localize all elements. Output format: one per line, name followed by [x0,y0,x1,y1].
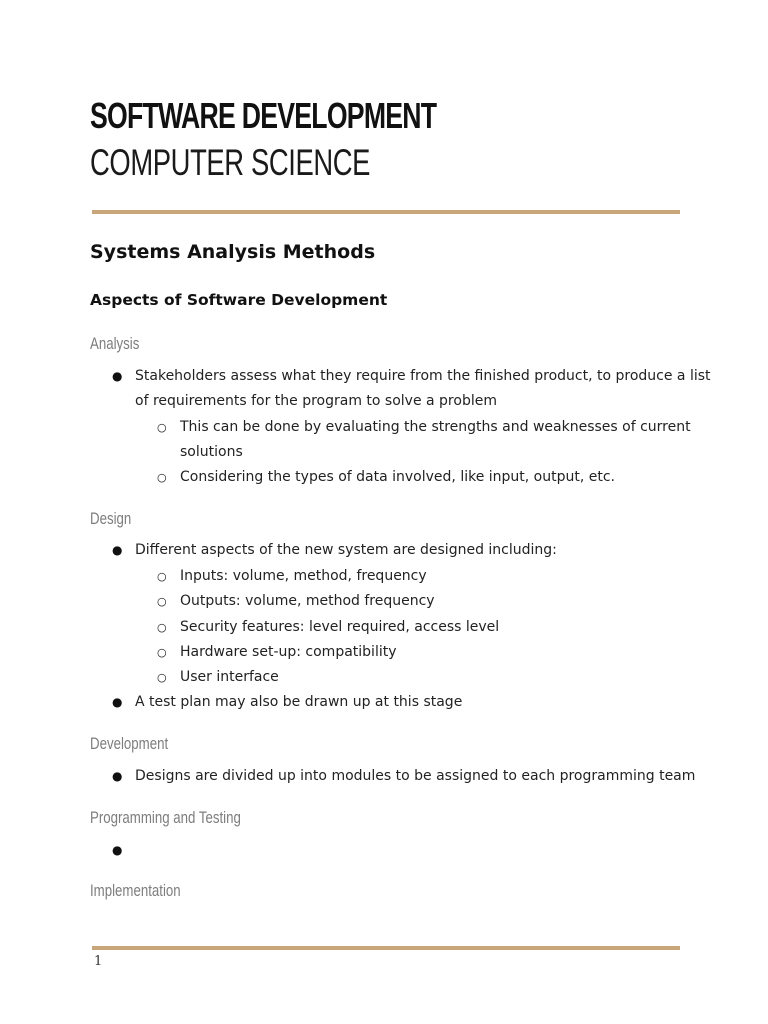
hollow-bullet-icon: ○ [157,471,167,484]
bullet-icon: ● [112,369,123,383]
analysis-bullet-1-line-1: Stakeholders assess what they require from the finished product, to produce a list [135,368,711,384]
analysis-bullet-1-line-2: of requirements for the program to solve a problem [135,393,497,409]
hollow-bullet-icon: ○ [157,646,167,659]
development-heading: Development [90,734,169,753]
design-sub-item: Outputs: volume, method frequency [180,593,435,609]
design-heading: Design [90,509,132,528]
hollow-bullet-icon: ○ [157,621,167,634]
analysis-heading: Analysis [90,334,140,353]
analysis-sub-1-line-1: This can be done by evaluating the strengths and weaknesses of current [180,419,691,435]
bullet-icon: ● [112,769,123,783]
design-sub-item: Hardware set-up: compatibility [180,644,397,660]
page-number: 1 [94,954,103,969]
design-bullet-1: Different aspects of the new system are designed including: [135,542,557,558]
development-bullet-1: Designs are divided up into modules to be assigned to each programming team [135,768,696,784]
hollow-bullet-icon: ○ [157,570,167,583]
design-sub-item: Inputs: volume, method, frequency [180,568,427,584]
hollow-bullet-icon: ○ [157,421,167,434]
design-sub-item: Security features: level required, access level [180,619,500,635]
analysis-sub-2: Considering the types of data involved, like input, output, etc. [180,469,616,485]
hollow-bullet-icon: ○ [157,671,167,684]
analysis-sub-1-line-2: solutions [180,444,243,460]
programming-heading: Programming and Testing [90,808,241,827]
hollow-bullet-icon: ○ [157,595,167,608]
section-heading: Systems Analysis Methods [90,241,376,263]
implementation-heading: Implementation [90,881,181,900]
footer-divider [92,946,680,950]
document-title: SOFTWARE DEVELOPMENT [90,95,437,136]
bullet-icon: ● [112,843,123,857]
subsection-heading: Aspects of Software Development [90,291,388,309]
document-subtitle: COMPUTER SCIENCE [90,142,371,183]
design-bullet-2: A test plan may also be drawn up at this stage [135,694,463,710]
bullet-icon: ● [112,695,123,709]
design-sub-item: User interface [180,669,279,685]
bullet-icon: ● [112,543,123,557]
header-divider [92,210,680,214]
